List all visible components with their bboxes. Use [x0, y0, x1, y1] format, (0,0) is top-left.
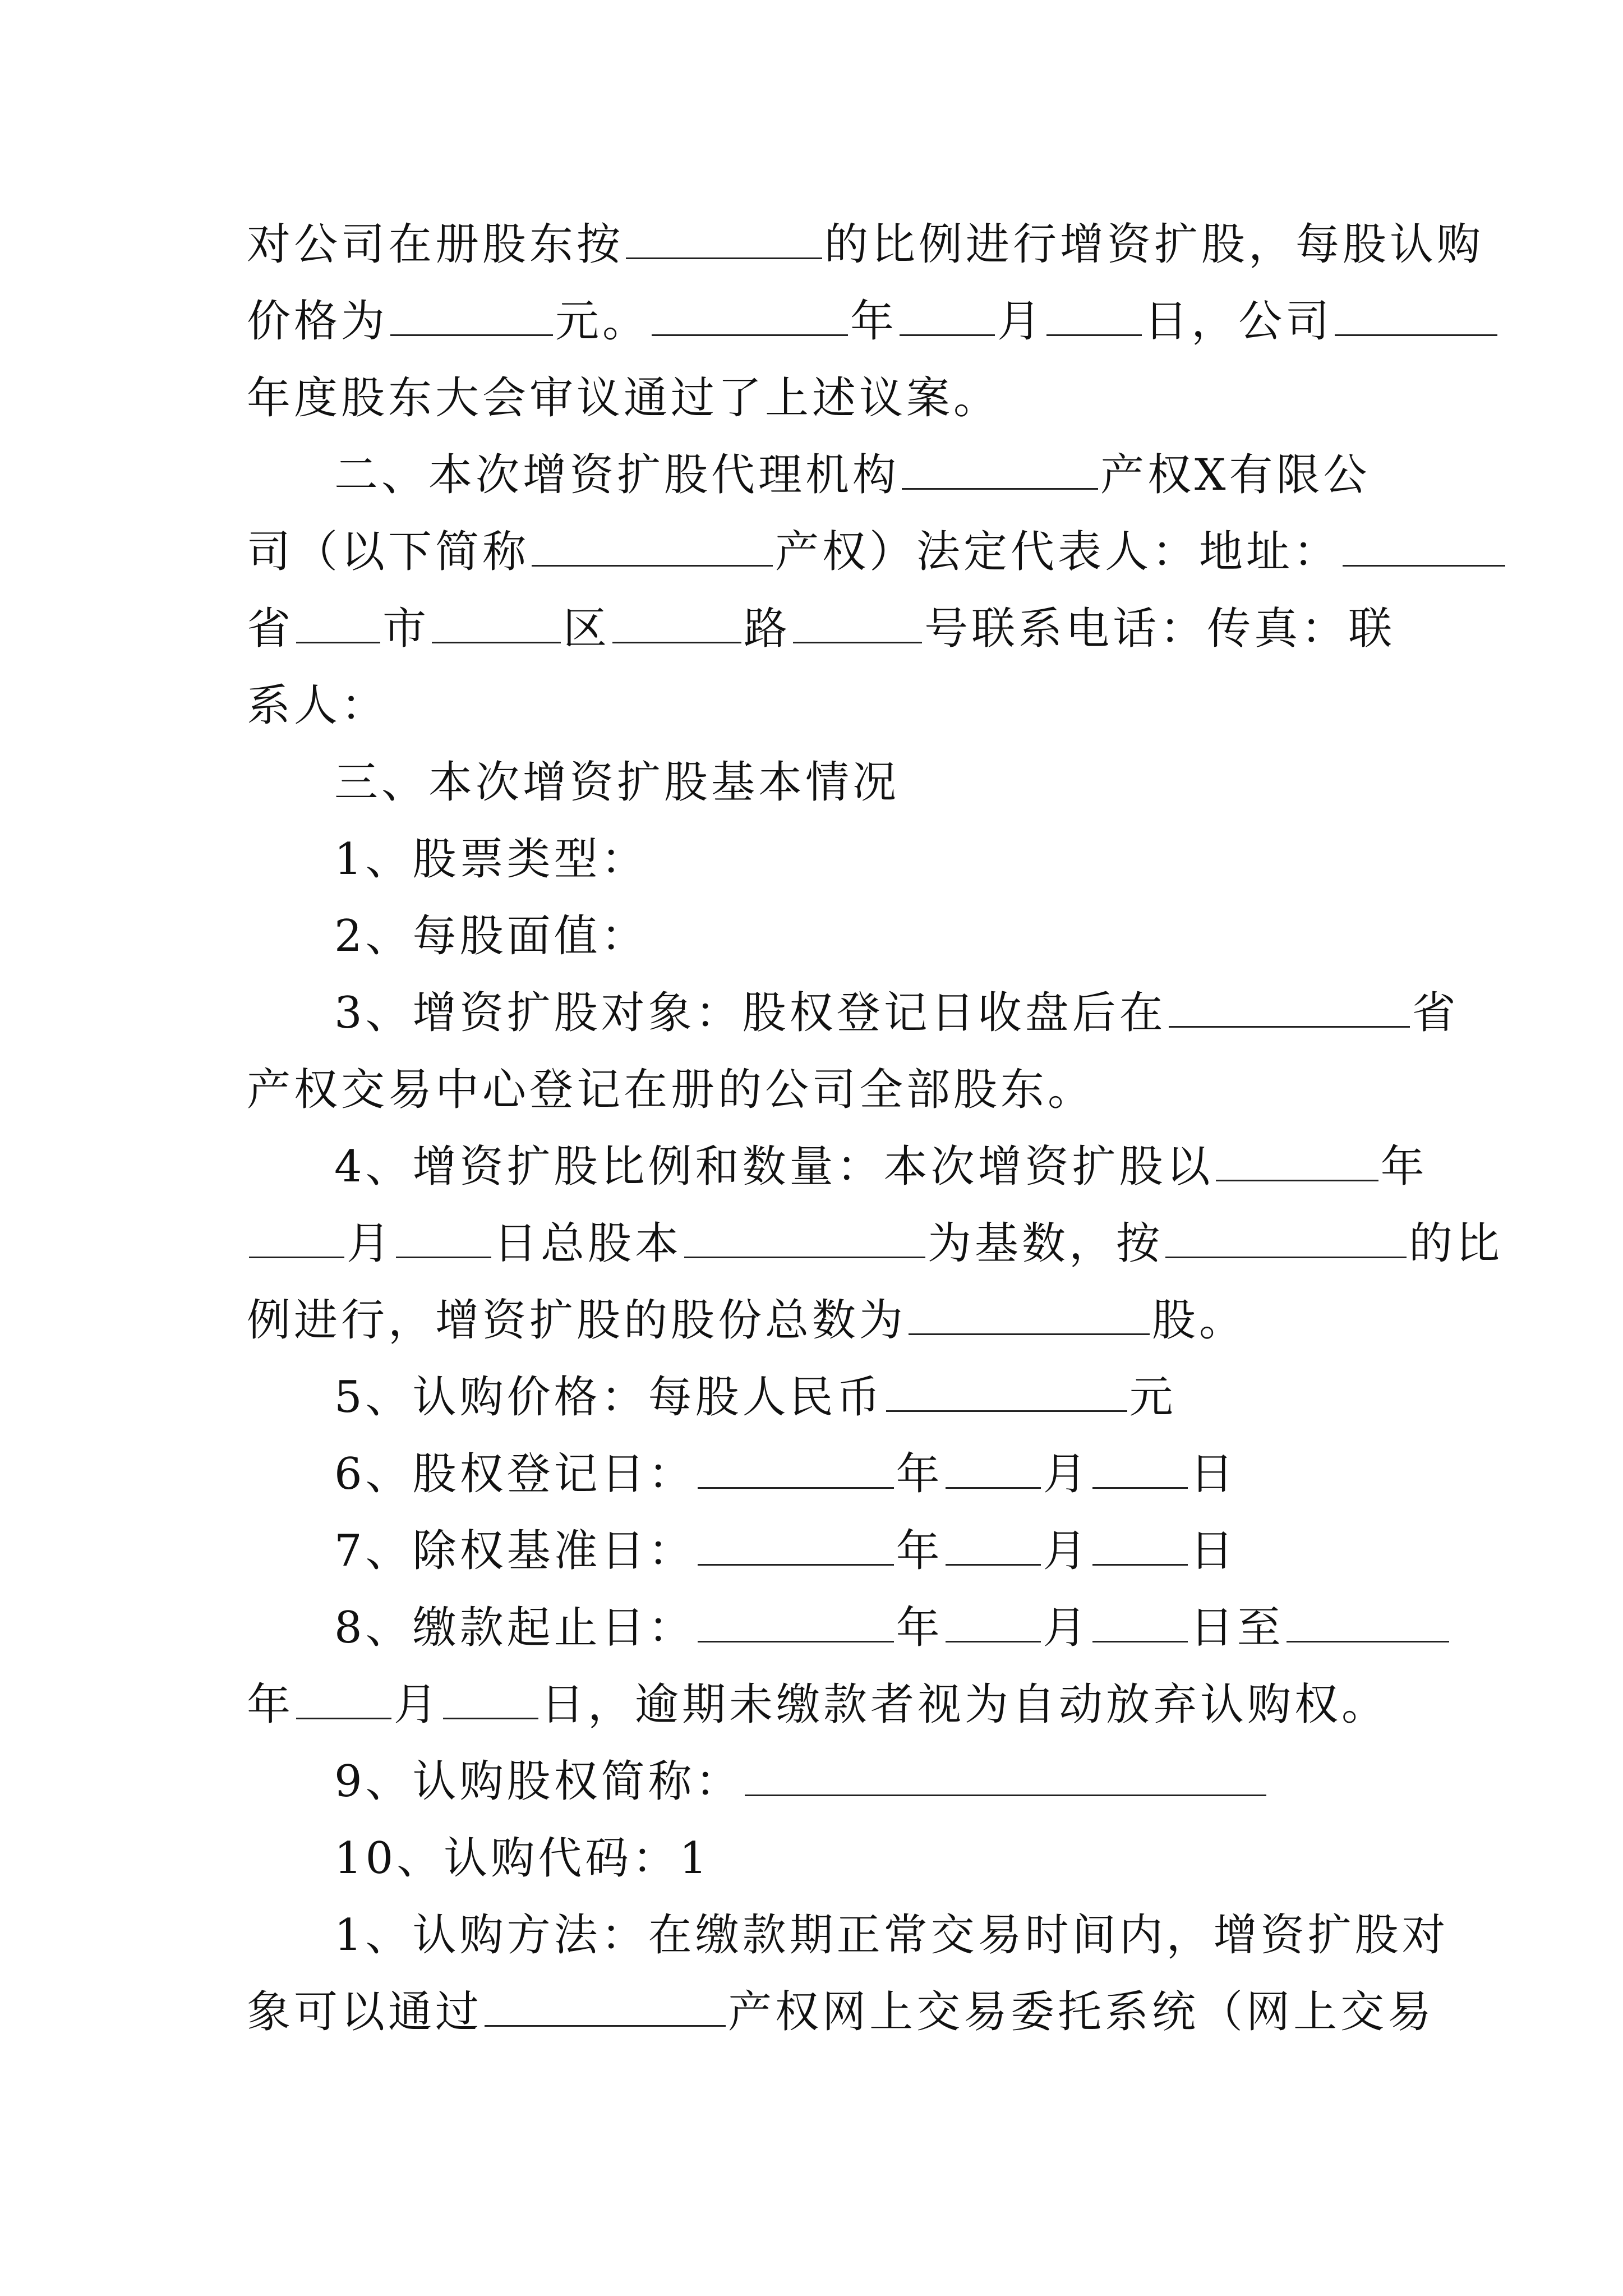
fill-blank[interactable]	[532, 531, 773, 567]
text-run: 月	[997, 296, 1045, 347]
text-run: 月	[1043, 1526, 1090, 1576]
text-run: 年	[896, 1603, 943, 1653]
text-run: 号联系电话：传真：联	[924, 604, 1396, 654]
fill-blank[interactable]	[1287, 1607, 1449, 1642]
section-heading	[247, 437, 1391, 514]
fill-blank[interactable]	[626, 224, 822, 259]
fill-blank[interactable]	[1092, 1530, 1188, 1566]
text-run: 3、增资扩股对象：股权登记日收盘后在	[334, 988, 1166, 1038]
fill-blank[interactable]	[946, 1530, 1041, 1566]
text-line	[247, 1205, 1504, 1282]
text-run: 元。	[555, 296, 650, 347]
text-run: 年度股东大会审议通过了上述议案。	[247, 373, 1001, 424]
text-run: 2、每股面值：	[334, 911, 648, 961]
text-run: 月	[1043, 1603, 1090, 1653]
fill-blank[interactable]	[909, 1300, 1150, 1335]
fill-blank[interactable]	[1216, 1146, 1378, 1181]
text-run: 年	[896, 1449, 943, 1499]
list-item	[247, 1436, 1391, 1513]
text-line	[247, 1974, 1435, 2051]
fill-blank[interactable]	[443, 1684, 538, 1719]
list-item	[247, 898, 1391, 975]
text-line	[247, 360, 1391, 437]
text-run: 二、本次增资扩股代理机构	[334, 450, 900, 500]
text-line	[247, 1282, 1391, 1359]
fill-blank[interactable]	[296, 1684, 391, 1719]
list-item	[247, 1743, 1391, 1820]
text-run: 三、本次增资扩股基本情况	[334, 757, 900, 808]
list-item	[247, 821, 1391, 898]
fill-blank[interactable]	[886, 1377, 1127, 1412]
list-item	[247, 1897, 1449, 1974]
text-run: 1、认购方法：在缴款期正常交易时间内，增资扩股对	[334, 1910, 1449, 1961]
list-item	[247, 1129, 1428, 1205]
text-run: 省	[247, 604, 294, 654]
fill-blank[interactable]	[1092, 1607, 1188, 1642]
text-run: 产权网上交易委托系统（网上交易	[728, 1987, 1435, 2037]
section-heading	[247, 744, 1391, 821]
text-run: 月	[1043, 1449, 1090, 1499]
text-run: 日至	[1189, 1603, 1284, 1653]
text-run: 产权X有限公	[1100, 450, 1371, 500]
text-run: 月	[394, 1680, 441, 1730]
text-run: 产权）法定代表人：地址：	[775, 527, 1341, 577]
text-run: 7、除权基准日：	[334, 1526, 695, 1576]
fill-blank[interactable]	[946, 1607, 1041, 1642]
text-run: 8、缴款起止日：	[334, 1603, 695, 1653]
fill-blank[interactable]	[1046, 301, 1142, 336]
text-line	[247, 514, 1391, 591]
text-run: 的比	[1409, 1218, 1504, 1269]
text-run: 股。	[1152, 1295, 1247, 1346]
fill-blank[interactable]	[612, 608, 741, 643]
text-run: 日总股本	[494, 1218, 683, 1269]
fill-blank[interactable]	[698, 1530, 894, 1566]
fill-blank[interactable]	[249, 1223, 344, 1258]
document-body	[247, 206, 1504, 2051]
text-run: 年	[247, 1680, 294, 1730]
text-run: 省	[1412, 988, 1459, 1038]
text-run: 对公司在册股东按	[247, 219, 624, 270]
text-run: 4、增资扩股比例和数量：本次增资扩股以	[334, 1142, 1214, 1192]
text-run: 月	[347, 1218, 394, 1269]
fill-blank[interactable]	[390, 301, 553, 336]
text-run: 产权交易中心登记在册的公司全部股东。	[247, 1065, 1095, 1115]
list-item	[247, 975, 1459, 1052]
fill-blank[interactable]	[902, 454, 1098, 490]
text-run: 元	[1129, 1372, 1177, 1423]
text-run: 为基数，按	[928, 1218, 1164, 1269]
text-run: 象可以通过	[247, 1987, 483, 2037]
fill-blank[interactable]	[1343, 531, 1505, 567]
text-run: 市	[382, 604, 430, 654]
text-run: 年	[1380, 1142, 1428, 1192]
text-run: 司（以下简称	[247, 527, 530, 577]
text-run: 日	[1189, 1449, 1237, 1499]
fill-blank[interactable]	[900, 301, 995, 336]
text-line	[247, 1667, 1391, 1743]
text-run: 9、认购股权简称：	[334, 1756, 743, 1807]
text-line	[247, 283, 1391, 360]
fill-blank[interactable]	[1092, 1453, 1188, 1489]
text-run: 日，公司	[1144, 296, 1333, 347]
list-item	[247, 1820, 1391, 1897]
text-run: 年	[896, 1526, 943, 1576]
text-line	[247, 668, 1391, 744]
fill-blank[interactable]	[432, 608, 561, 643]
list-item	[247, 1590, 1391, 1667]
text-line	[247, 1052, 1391, 1129]
fill-blank[interactable]	[396, 1223, 491, 1258]
fill-blank[interactable]	[296, 608, 380, 643]
fill-blank[interactable]	[652, 301, 848, 336]
text-run: 年	[850, 296, 898, 347]
text-run: 系人：	[247, 680, 389, 731]
text-run: 价格为	[247, 296, 389, 347]
fill-blank[interactable]	[485, 1991, 726, 2027]
text-run: 路	[744, 604, 791, 654]
fill-blank[interactable]	[745, 1761, 1266, 1796]
text-line	[247, 591, 1396, 668]
fill-blank[interactable]	[1335, 301, 1497, 336]
fill-blank[interactable]	[946, 1453, 1041, 1489]
text-run: 的比例进行增资扩股，每股认购	[824, 219, 1484, 270]
fill-blank[interactable]	[1165, 1223, 1407, 1258]
fill-blank[interactable]	[698, 1607, 894, 1642]
list-item	[247, 1359, 1391, 1436]
text-run: 10、认购代码：1	[334, 1833, 711, 1884]
text-run: 日	[1189, 1526, 1237, 1576]
fill-blank[interactable]	[793, 608, 922, 643]
fill-blank[interactable]	[698, 1453, 894, 1489]
text-run: 6、股权登记日：	[334, 1449, 695, 1499]
text-line	[247, 206, 1484, 283]
fill-blank[interactable]	[1169, 992, 1410, 1028]
text-run: 1、股票类型：	[334, 834, 648, 885]
text-run: 5、认购价格：每股人民币	[334, 1372, 884, 1423]
text-run: 区	[563, 604, 611, 654]
list-item	[247, 1513, 1391, 1590]
text-run: 日，逾期未缴款者视为自动放弃认购权。	[541, 1680, 1389, 1730]
text-run: 例进行，增资扩股的股份总数为	[247, 1295, 907, 1346]
fill-blank[interactable]	[684, 1223, 925, 1258]
